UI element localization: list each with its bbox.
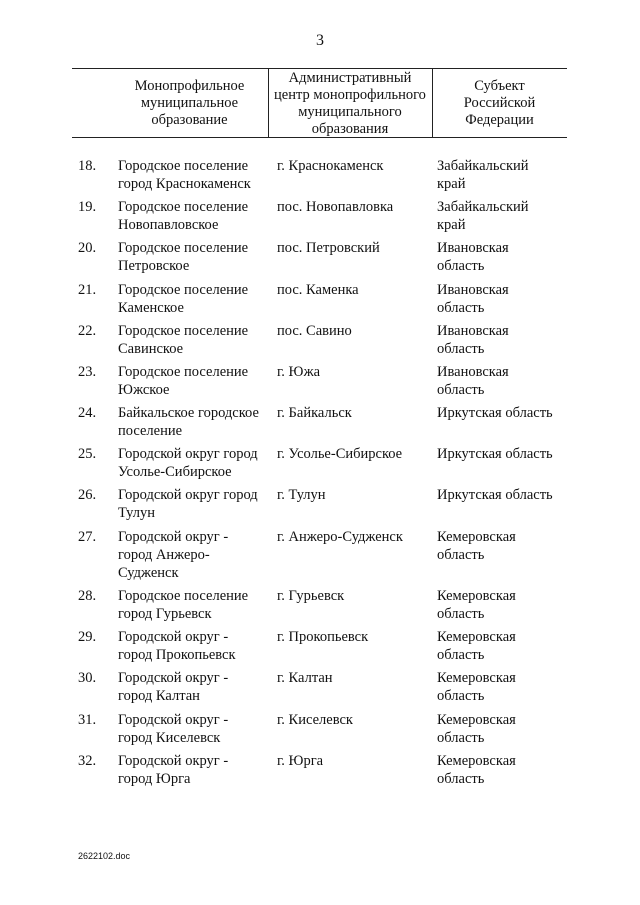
federal-subject: Ивановская область xyxy=(437,364,509,398)
federal-subject: Иркутская область xyxy=(437,405,553,421)
admin-center: г. Краснокаменск xyxy=(277,158,384,174)
row-number: 19. xyxy=(78,199,97,215)
row-number: 32. xyxy=(78,753,97,769)
row-number: 22. xyxy=(78,323,97,339)
federal-subject: Кемеровская область xyxy=(437,712,516,746)
municipality-name: Городское поселение Южское xyxy=(118,364,249,398)
admin-center: г. Южа xyxy=(277,364,321,380)
column-header-admin-center: Административный центр монопрофильного муниципального образования xyxy=(274,70,426,137)
row-number: 27. xyxy=(78,529,97,545)
municipality-name: Городское поселение Савинское xyxy=(118,323,249,357)
municipality-name: Городской округ - город Киселевск xyxy=(118,712,229,746)
municipality-name: Городское поселение город Краснокаменск xyxy=(118,158,251,192)
admin-center: пос. Каменка xyxy=(277,282,359,298)
municipality-name: Городской округ - город Прокопьевск xyxy=(118,629,236,663)
table-top-rule xyxy=(72,68,567,69)
municipality-name: Городской округ - город Юрга xyxy=(118,753,229,787)
admin-center: пос. Петровский xyxy=(277,240,380,256)
municipality-name: Байкальское городское поселение xyxy=(118,405,259,439)
municipality-name: Городское поселение Новопавловское xyxy=(118,199,249,233)
federal-subject: Кемеровская область xyxy=(437,629,516,663)
admin-center: г. Анжеро-Судженск xyxy=(277,529,403,545)
federal-subject: Кемеровская область xyxy=(437,670,516,704)
municipality-name: Городской округ - город Калтан xyxy=(118,670,229,704)
admin-center: г. Киселевск xyxy=(277,712,353,728)
row-number: 29. xyxy=(78,629,97,645)
row-number: 31. xyxy=(78,712,97,728)
federal-subject: Забайкальский край xyxy=(437,158,529,192)
row-number: 20. xyxy=(78,240,97,256)
admin-center: г. Усолье-Сибирское xyxy=(277,446,403,462)
federal-subject: Кемеровская область xyxy=(437,753,516,787)
municipality-name: Городское поселение город Гурьевск xyxy=(118,588,249,622)
federal-subject: Ивановская область xyxy=(437,240,509,274)
page-number: 3 xyxy=(316,32,324,49)
row-number: 24. xyxy=(78,405,97,421)
row-number: 23. xyxy=(78,364,97,380)
federal-subject: Иркутская область xyxy=(437,446,553,462)
municipality-name: Городской округ - город Анжеро- Судженск xyxy=(118,529,229,581)
federal-subject: Кемеровская область xyxy=(437,529,516,563)
municipality-name: Городское поселение Петровское xyxy=(118,240,249,274)
row-number: 18. xyxy=(78,158,97,174)
admin-center: г. Калтан xyxy=(277,670,333,686)
federal-subject: Кемеровская область xyxy=(437,588,516,622)
row-number: 21. xyxy=(78,282,97,298)
admin-center: г. Байкальск xyxy=(277,405,352,421)
row-number: 30. xyxy=(78,670,97,686)
column-header-municipality: Монопрофильное муниципальное образование xyxy=(134,78,245,128)
admin-center: пос. Новопавловка xyxy=(277,199,394,215)
federal-subject: Ивановская область xyxy=(437,282,509,316)
document-file-name: 2622102.doc xyxy=(78,851,131,861)
row-number: 26. xyxy=(78,487,97,503)
admin-center: г. Прокопьевск xyxy=(277,629,369,645)
row-number: 25. xyxy=(78,446,97,462)
federal-subject: Ивановская область xyxy=(437,323,509,357)
column-header-federal-subject: Субъект Российской Федерации xyxy=(463,78,536,128)
row-number: 28. xyxy=(78,588,97,604)
admin-center: г. Юрга xyxy=(277,753,324,769)
municipality-name: Городской округ город Усолье-Сибирское xyxy=(118,446,258,480)
admin-center: г. Тулун xyxy=(277,487,326,503)
municipality-name: Городской округ город Тулун xyxy=(118,487,258,521)
admin-center: пос. Савино xyxy=(277,323,352,339)
municipality-name: Городское поселение Каменское xyxy=(118,282,249,316)
admin-center: г. Гурьевск xyxy=(277,588,345,604)
federal-subject: Иркутская область xyxy=(437,487,553,503)
federal-subject: Забайкальский край xyxy=(437,199,529,233)
